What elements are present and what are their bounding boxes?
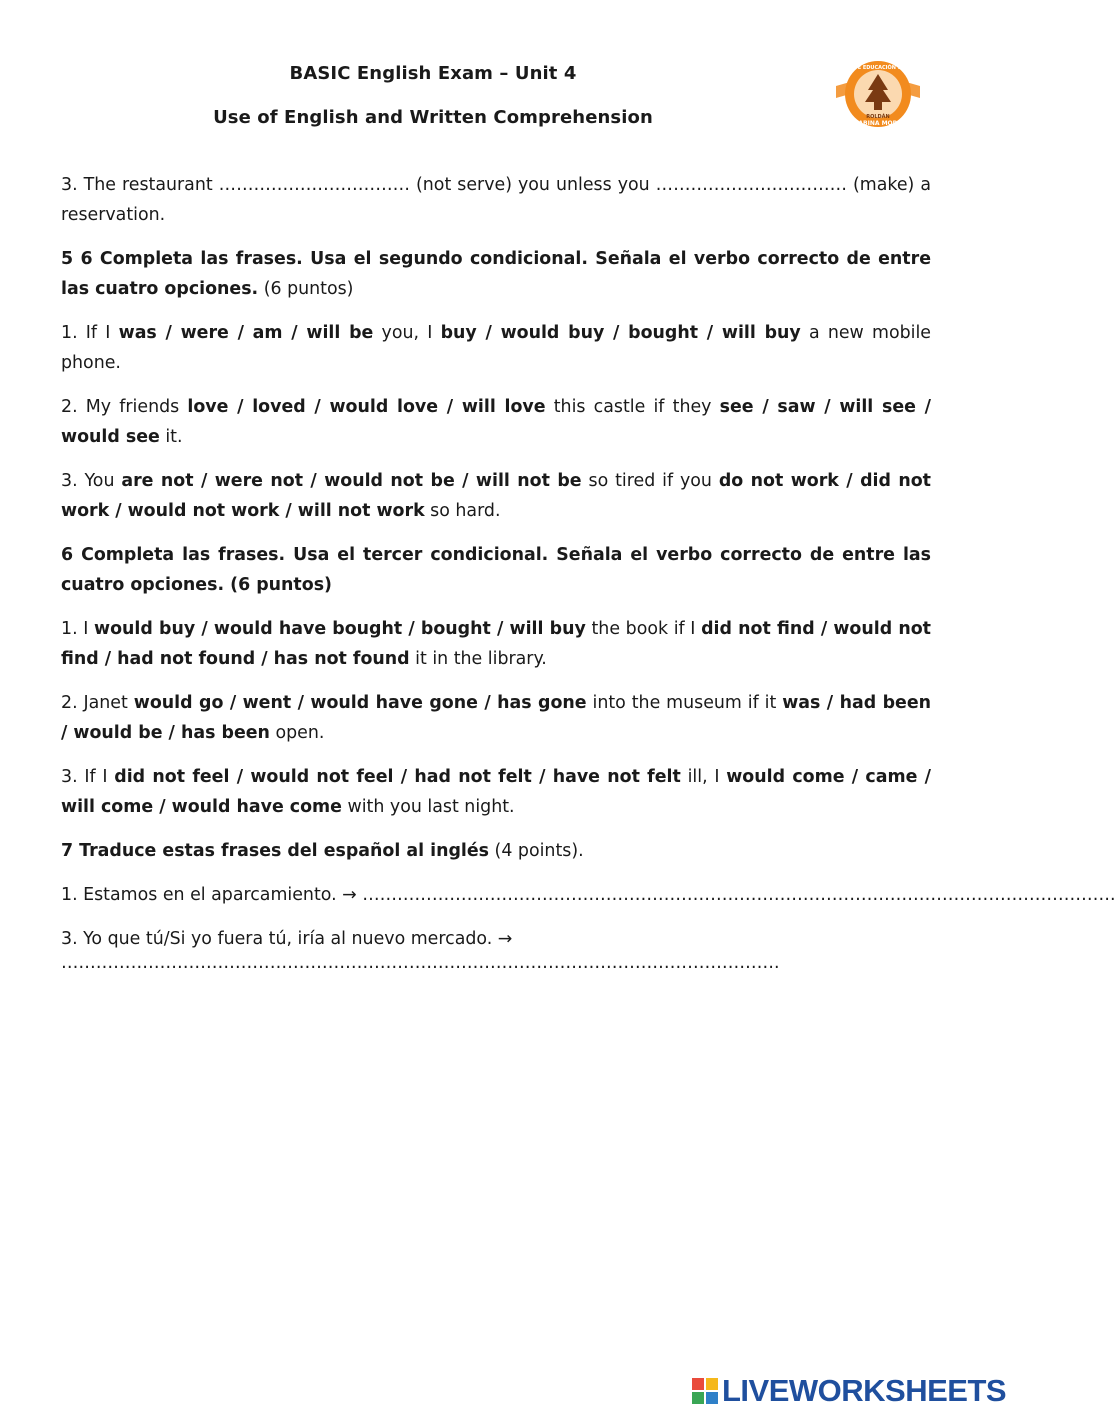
exercise-5-sentence-2: 2. My friends love / loved / would love / will love this castle if they see / saw / will see / would see it. (61, 397, 931, 447)
exercise-6-sentence-3: 3. If I did not feel / would not feel / had not felt / have not felt ill, I would come / came / will come / would have come with you last night. (61, 767, 932, 817)
school-logo (821, 56, 935, 134)
liveworksheets-logo-icon (692, 1378, 718, 1404)
exercise-7-sentence-1: 1. Estamos en el aparcamiento. → …………………………………………………………………………………………………………………. (61, 885, 1116, 905)
exam-content (61, 170, 1116, 986)
exercise-7-heading: 7 Traduce estas frases del español al inglés (4 points). (61, 841, 584, 861)
footer-brand (692, 1373, 1007, 1408)
exercise-6-sentence-2: 2. Janet would go / went / would have gone / has gone into the museum if it was / had been / would be / has been open. (61, 693, 932, 743)
logo-text-top: INSTITUTO DE EDUCACIÓN SECUNDARIA (821, 65, 935, 71)
logo-text-bottom: SABINA MORA (854, 120, 902, 127)
exercise-5-heading: 5 6 Completa las frases. Usa el segundo condicional. Señala el verbo correcto de entre las cuatro opciones. (6 puntos) (61, 249, 931, 299)
liveworksheets-brand: LIVEWORKSHEETS (722, 1373, 1007, 1408)
exercise-5-sentence-3: 3. You are not / were not / would not be / will not be so tired if you do not work / did not work / would not work / will not work so hard. (61, 471, 931, 521)
exercise-7-sentence-3: 3. Yo que tú/Si yo fuera tú, iría al nuevo mercado. → (61, 929, 513, 949)
exam-subtitle: Use of English and Written Comprehension (213, 107, 653, 128)
logo-text-mid: ROLDÁN (866, 114, 890, 120)
exercise-6-heading: 6 Completa las frases. Usa el tercer condicional. Señala el verbo correcto de entre las cuatro opciones. (6 puntos) (61, 545, 931, 595)
question-3-restaurant: 3. The restaurant …………………………… (not serve) you unless you …………………………… (make) a reservation. (61, 175, 931, 225)
exercise-6-sentence-1: 1. I would buy / would have bought / bought / will buy the book if I did not find / would not find / had not found / has not found it in the library. (61, 619, 931, 669)
exam-title: BASIC English Exam – Unit 4 (289, 63, 577, 84)
exercise-7-answer-line: ……………………………………………………………………………………………………………. (61, 953, 780, 973)
exercise-5-sentence-1: 1. If I was / were / am / will be you, I buy / would buy / bought / will buy a new mobile phone. (61, 323, 931, 373)
